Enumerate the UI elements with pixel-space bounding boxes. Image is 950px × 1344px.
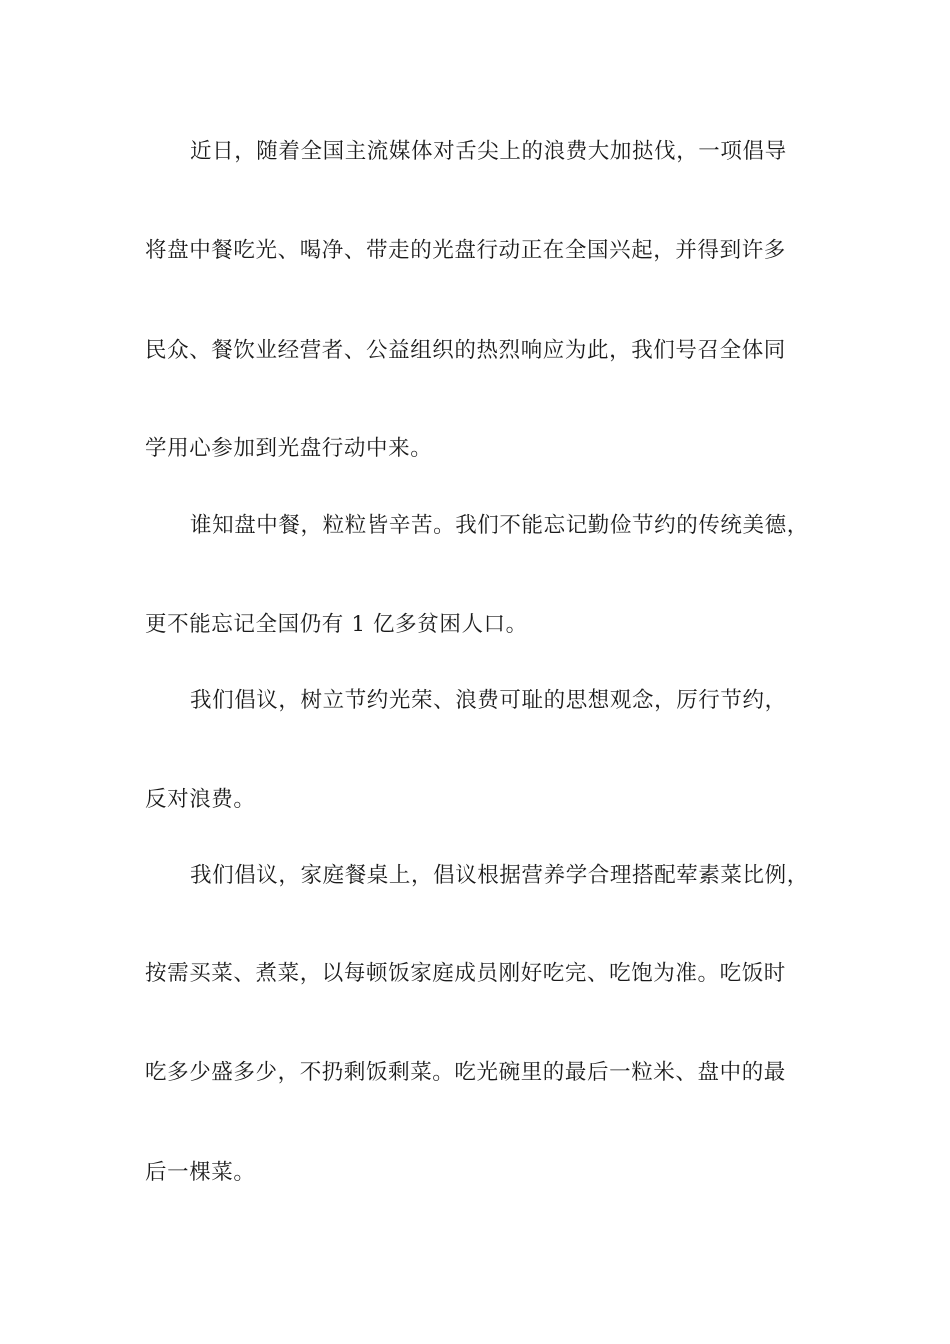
text-line: 按需买菜、煮菜，以每顿饭家庭成员刚好吃完、吃饱为准。吃饭时 [145, 961, 786, 986]
text-line: 近日，随着全国主流媒体对舌尖上的浪费大加挞伐，一项倡导 [190, 139, 787, 164]
text-line: 民众、餐饮业经营者、公益组织的热烈响应为此，我们号召全体同 [145, 338, 786, 363]
text-line: 我们倡议，树立节约光荣、浪费可耻的思想观念，厉行节约， [190, 688, 787, 713]
text-line: 更不能忘记全国仍有 1 亿多贫困人口。 [145, 612, 528, 637]
text-line: 学用心参加到光盘行动中来。 [145, 436, 433, 461]
text-line: 反对浪费。 [145, 787, 256, 812]
text-line: 我们倡议，家庭餐桌上，倡议根据营养学合理搭配荤素菜比例， [190, 863, 809, 888]
text-line: 将盘中餐吃光、喝净、带走的光盘行动正在全国兴起，并得到许多 [145, 238, 786, 263]
text-line: 后一棵菜。 [145, 1160, 256, 1185]
text-line: 吃多少盛多少，不扔剩饭剩菜。吃光碗里的最后一粒米、盘中的最 [145, 1060, 786, 1085]
text-line: 谁知盘中餐，粒粒皆辛苦。我们不能忘记勤俭节约的传统美德， [190, 513, 809, 538]
